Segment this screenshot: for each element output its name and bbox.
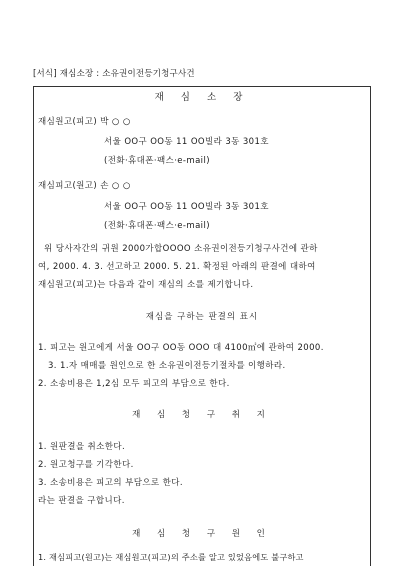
defendant-address: 서울 OO구 OO동 11 OO빌라 3동 301호 <box>104 202 269 212</box>
plaintiff-name: 재심원고(피고) 박 ○ ○ <box>38 117 131 127</box>
judgment-line: 2. 소송비용은 1,2심 모두 피고의 부담으로 한다. <box>38 379 230 389</box>
claim-line: 2. 원고청구를 기각한다. <box>38 460 134 470</box>
intro-line: 위 당사자간의 귀원 2000가합OOOO 소유권이전등기청구사건에 관하 <box>44 244 318 254</box>
intro-line: 여, 2000. 4. 3. 선고하고 2000. 5. 21. 확정된 아래의 판결에 대하여 <box>38 262 316 272</box>
judgment-line: 1. 피고는 원고에게 서울 OO구 OO동 OOO 대 4100㎡에 관하여 2000. <box>38 343 324 353</box>
defendant-contact: (전화·휴대폰·팩스·e-mail) <box>104 221 210 231</box>
claim-line: 1. 원판결을 취소한다. <box>38 442 126 452</box>
claim-heading: 재 심 청 구 취 지 <box>132 410 272 420</box>
claim-line: 라는 판결을 구합니다. <box>38 496 125 506</box>
cause-heading: 재 심 청 구 원 인 <box>132 529 272 539</box>
judgment-heading: 재심을 구하는 판결의 표시 <box>145 312 259 322</box>
plaintiff-address: 서울 OO구 OO동 11 OO빌라 3동 301호 <box>104 137 269 147</box>
claim-line: 3. 소송비용은 피고의 부담으로 한다. <box>38 478 183 488</box>
defendant-name: 재심피고(원고) 손 ○ ○ <box>38 181 131 191</box>
judgment-line: 3. 1.자 매매를 원인으로 한 소유권이전등기절차를 이행하라. <box>48 361 286 371</box>
document-title: 재 심 소 장 <box>154 92 250 103</box>
intro-line: 재심원고(피고)는 다음과 같이 재심의 소를 제기합니다. <box>38 280 254 290</box>
plaintiff-contact: (전화·휴대폰·팩스·e-mail) <box>104 156 210 166</box>
cause-line: 1. 재심피고(원고)는 재심원고(피고)의 주소를 알고 있었음에도 불구하고 <box>38 552 304 562</box>
document-caption: [서식] 재심소장 : 소유권이전등기청구사건 <box>33 69 195 79</box>
complaint-form <box>33 86 371 566</box>
